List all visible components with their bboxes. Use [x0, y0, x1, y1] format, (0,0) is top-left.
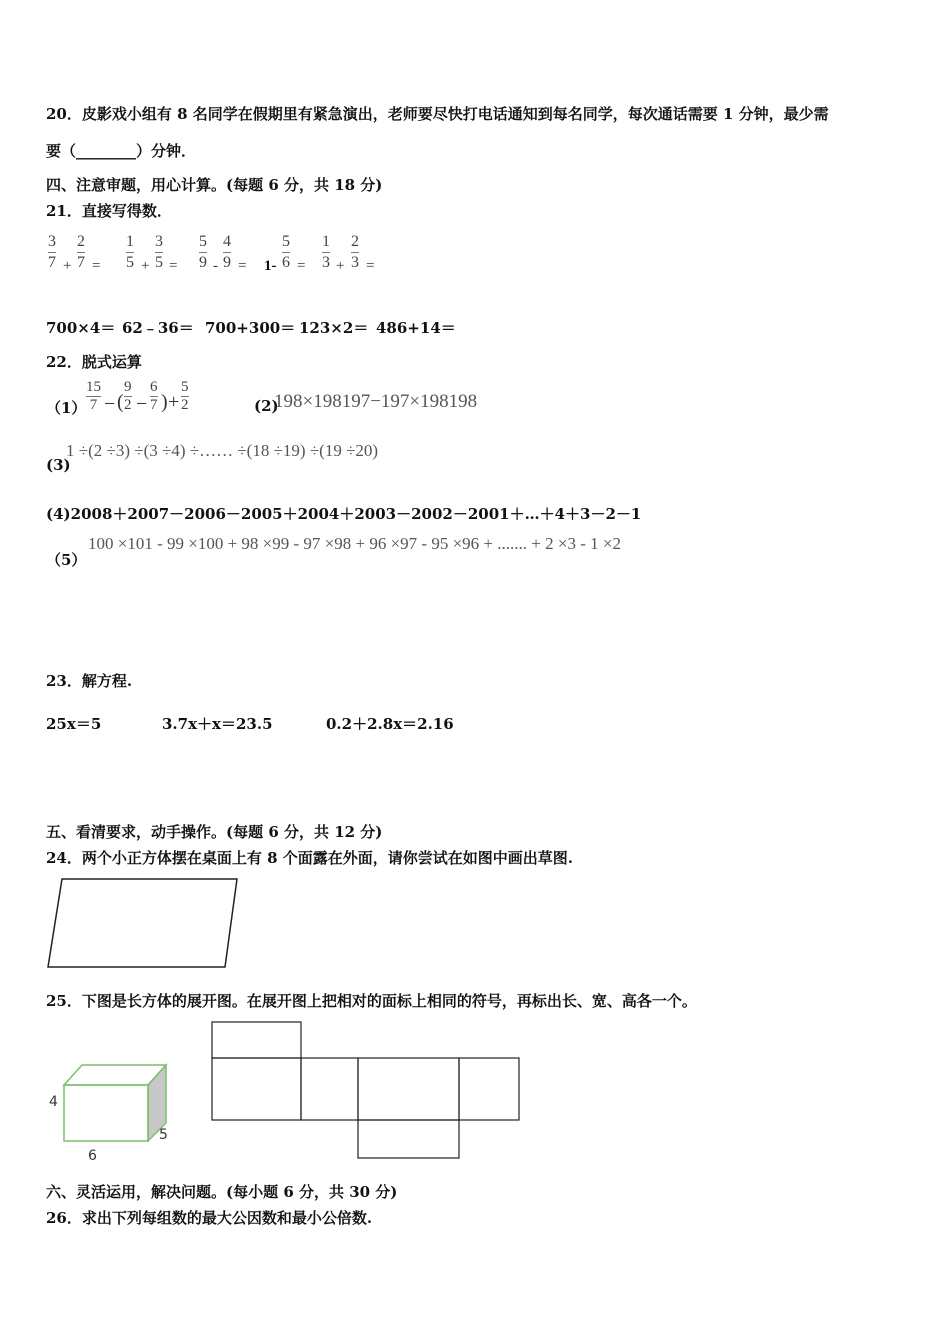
- calc-item: 700×4＝: [46, 319, 116, 337]
- equals-sign: =: [238, 258, 247, 274]
- cuboid-figure: [40, 1055, 180, 1170]
- parallelogram-drawing-area[interactable]: [40, 872, 245, 972]
- part-3-head: 1 ÷: [66, 441, 89, 460]
- net-face-top[interactable]: [212, 1022, 301, 1058]
- minus-sign: −: [104, 393, 116, 415]
- equals-sign: =: [297, 258, 306, 274]
- calc-item: 123×2＝: [299, 319, 369, 337]
- plus-sign: +: [336, 258, 345, 274]
- fraction: 2 3: [351, 233, 359, 271]
- fraction: 1 3: [322, 233, 330, 271]
- part-3-group: (18 ÷19): [246, 441, 306, 460]
- left-paren: (: [117, 391, 124, 413]
- equation: 0.2＋2.8x＝2.16: [326, 715, 454, 733]
- calc-item: 62﹣36＝: [122, 319, 194, 337]
- part-1-label: （1）: [46, 399, 87, 417]
- section-6-title: 六、灵活运用，解决问题。(每小题 6 分，共 30 分): [46, 1183, 398, 1201]
- parallelogram: [48, 879, 237, 967]
- fraction: 4 9: [223, 233, 231, 271]
- minus-sign: −: [136, 393, 148, 415]
- net-face[interactable]: [459, 1058, 519, 1120]
- equation: 3.7x＋x＝23.5: [162, 715, 273, 733]
- part-3-ellipsis: ÷…… ÷: [189, 441, 247, 460]
- question-20-line1: 20．皮影戏小组有 8 名同学在假期里有紧急演出，老师要尽快打电话通知到每名同学，每次通话需要 1 分钟，最少需: [46, 105, 829, 123]
- net-face[interactable]: [212, 1058, 301, 1120]
- fraction: 3 7: [48, 233, 56, 271]
- part-4-expression: (4)2008＋2007－2006－2005＋2004＋2003－2002－2001＋…＋4＋3－2－1: [46, 505, 642, 523]
- fraction: 6 7: [150, 379, 158, 413]
- cuboid-net[interactable]: [205, 1015, 530, 1165]
- minus-sign: -: [213, 258, 218, 274]
- equals-sign: =: [169, 258, 178, 274]
- question-22-title: 22．脱式运算: [46, 353, 142, 371]
- fraction: 5 9: [199, 233, 207, 271]
- fraction: 15 7: [86, 379, 101, 413]
- calc-item: 486+14＝: [376, 319, 456, 337]
- part-3-group: (3 ÷4): [143, 441, 186, 460]
- plus-sign: +: [63, 258, 72, 274]
- cuboid-front-face: [64, 1085, 148, 1141]
- calc-item: 700+300＝: [205, 319, 296, 337]
- part-3-group: (2 ÷3): [88, 441, 130, 460]
- plus-sign: +: [141, 258, 150, 274]
- equals-sign: =: [92, 258, 101, 274]
- question-23-title: 23．解方程.: [46, 672, 133, 690]
- part-3-expression: [66, 441, 378, 461]
- fraction: 5 6: [282, 233, 290, 271]
- divide-sign: ÷: [309, 441, 320, 460]
- part-5-expression: 100 ×101 - 99 ×100 + 98 ×99 - 97 ×98 + 96 ×97 - 95 ×96 + ....... + 2 ×3 - 1 ×2: [88, 534, 621, 553]
- fraction: 2 7: [77, 233, 85, 271]
- net-face[interactable]: [301, 1058, 358, 1120]
- section-5-title: 五、看清要求，动手操作。(每题 6 分，共 12 分): [46, 823, 383, 841]
- divide-sign: ÷: [134, 441, 144, 460]
- question-25-title: 25．下图是长方体的展开图。在展开图上把相对的面标上相同的符号，再标出长、宽、高各一个。: [46, 992, 697, 1010]
- cuboid-top-face: [64, 1065, 166, 1085]
- width-label: 5: [159, 1127, 168, 1143]
- height-label: 4: [49, 1094, 58, 1110]
- right-paren: ): [161, 391, 168, 413]
- net-face-bottom[interactable]: [358, 1120, 459, 1158]
- part-3-group: (19 ÷20): [319, 441, 379, 460]
- fraction: 9 2: [124, 379, 132, 413]
- fraction: 1 5: [126, 233, 134, 271]
- part-2-label: (2): [254, 397, 279, 415]
- question-26-title: 26．求出下列每组数的最大公因数和最小公倍数.: [46, 1209, 373, 1227]
- equation: 25x＝5: [46, 715, 102, 733]
- fraction: 5 2: [181, 379, 189, 413]
- question-24-title: 24．两个小正方体摆在桌面上有 8 个面露在外面，请你尝试在如图中画出草图.: [46, 849, 573, 867]
- section-4-title: 四、注意审题，用心计算。(每题 6 分，共 18 分): [46, 176, 383, 194]
- part-2-expression: 198×198197−197×198198: [274, 391, 478, 412]
- part-3-label: (3): [46, 456, 71, 474]
- question-20-line2: 要（________）分钟．: [46, 142, 197, 160]
- part-5-label: （5）: [46, 551, 87, 569]
- equals-sign: =: [366, 258, 375, 274]
- question-21-title: 21．直接写得数．: [46, 202, 172, 220]
- length-label: 6: [88, 1148, 97, 1164]
- one-minus: 1-: [264, 258, 277, 274]
- net-face[interactable]: [358, 1058, 459, 1120]
- fraction: 3 5: [155, 233, 163, 271]
- plus-sign: +: [168, 391, 180, 413]
